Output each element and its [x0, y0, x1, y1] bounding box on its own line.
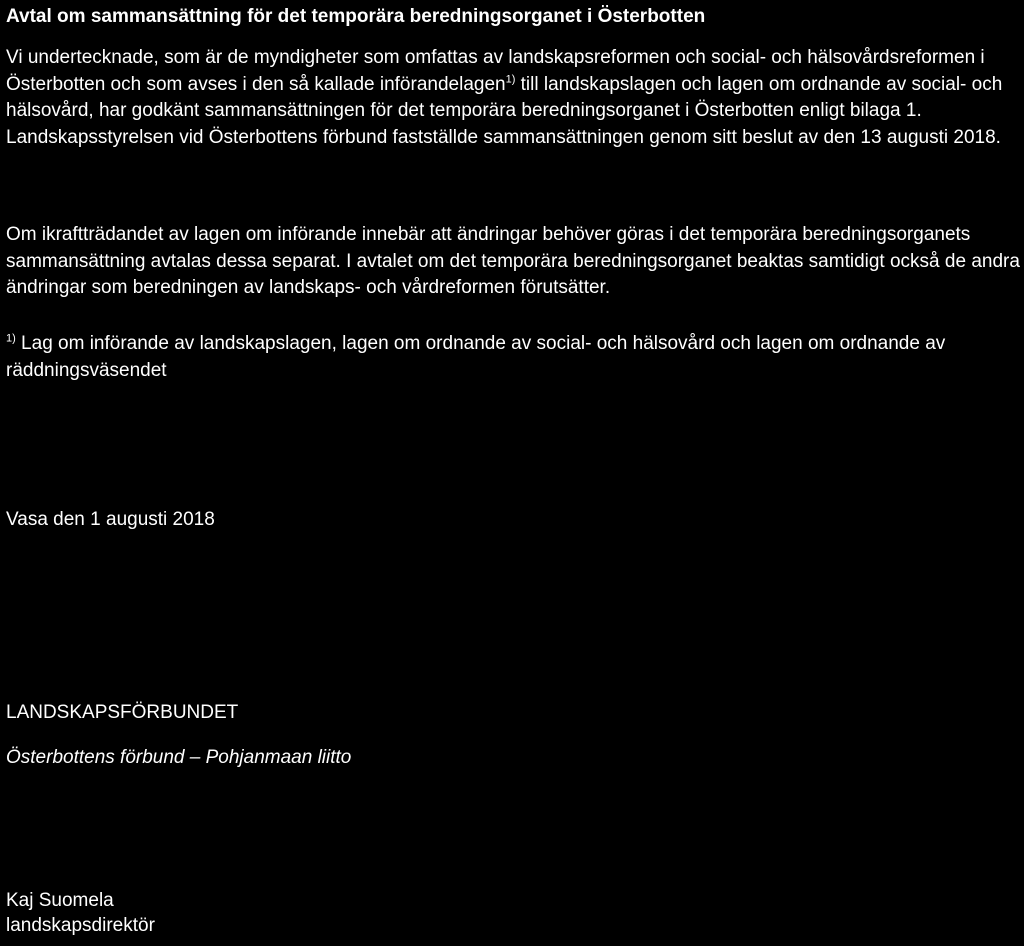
paragraph-amendments: Om ikraftträdandet av lagen om införande innebär att ändringar behöver göras i det temporära beredningsorganets sammansättning avtalas dessa separat. I avtalet om det temporära beredningsorganet beaktas samtidigt också de andra ändringar som beredningen av landskaps- och vårdreformen förutsätter. [6, 224, 1020, 298]
footnote-text: Lag om införande av landskapslagen, lagen om ordnande av social- och hälsovård och lagen om ordnande av räddningsväsendet [6, 333, 946, 381]
footnote-mark: 1) [6, 332, 16, 345]
signer-name: Kaj Suomela [6, 890, 114, 911]
footnote [6, 331, 1022, 384]
place-and-date: Vasa den 1 augusti 2018 [6, 509, 215, 530]
signer-title: landskapsdirektör [6, 915, 155, 936]
footnote-reference: 1) [505, 73, 516, 86]
paragraph-agreement-text-start: Vi undertecknade, som är de myndigheter som omfattas av landskapsreformen och social- och hälsovårdsreformen i Österbotten och som avses i den så kallade införandelagen [6, 47, 985, 95]
organization-name: Österbottens förbund – Pohjanmaan liitto [6, 747, 352, 768]
paragraph-agreement [6, 45, 1022, 151]
document-title: Avtal om sammansättning för det temporära beredningsorganet i Österbotten [6, 6, 706, 27]
organization-label: LANDSKAPSFÖRBUNDET [6, 702, 239, 723]
document-page [6, 0, 1022, 946]
paragraph-agreement-text-end: till landskapslagen och lagen om ordnande av social- och hälsovård, har godkänt sammansättningen för det temporära beredningsorganet i Österbotten enligt bilaga 1. Landskapsstyrelsen vid Österbottens förbund fastställde sammansättningen genom sitt beslut av den 13 augusti 2018. [6, 73, 1003, 148]
